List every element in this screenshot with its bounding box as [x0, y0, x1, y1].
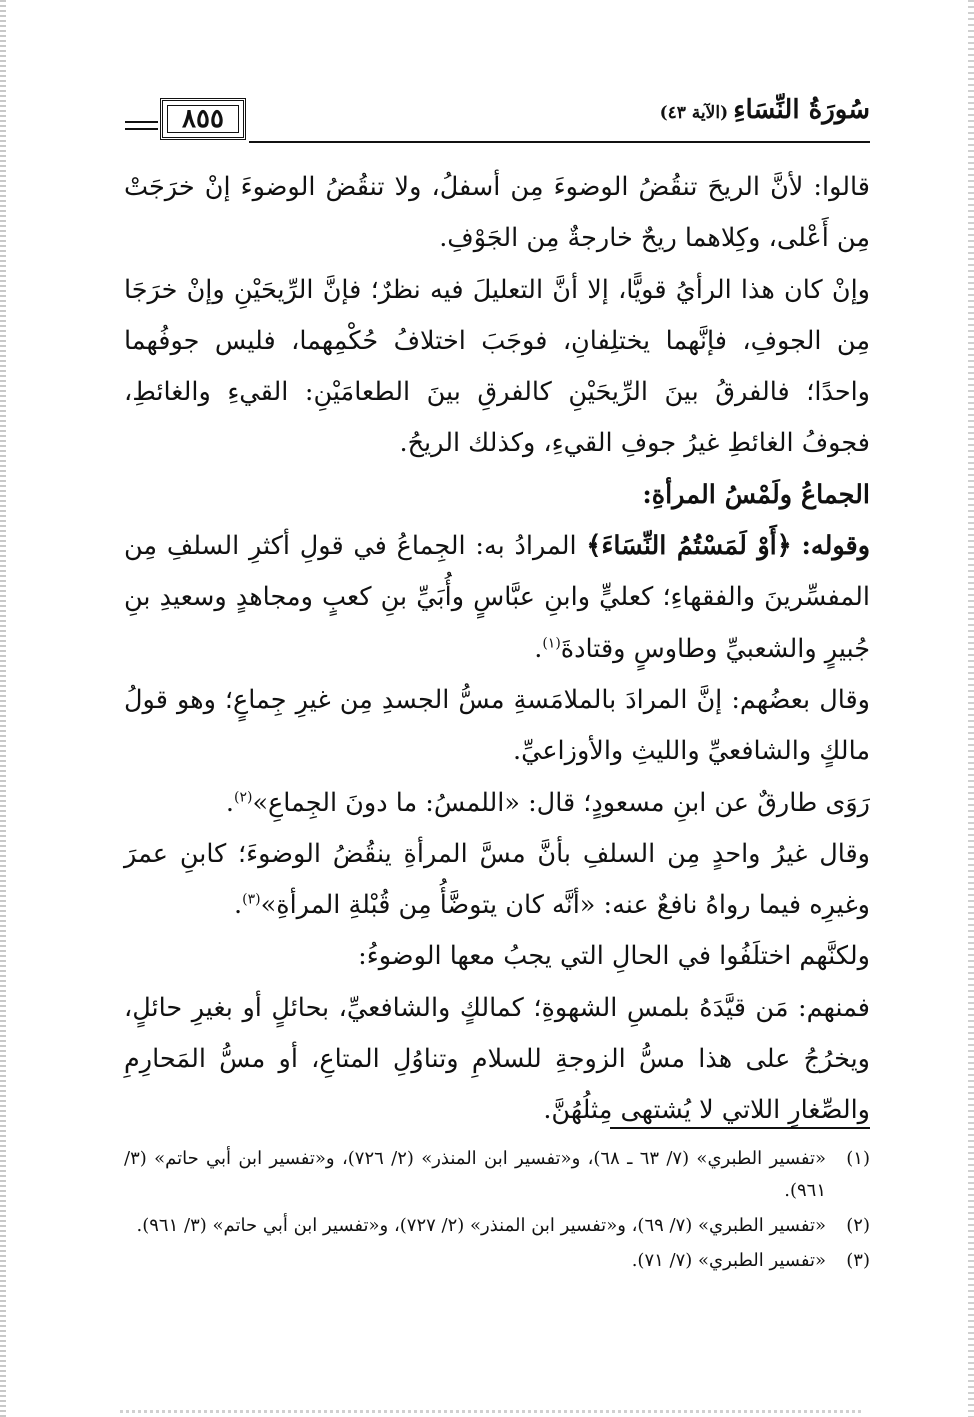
section-heading: الجماعُ ولَمْسُ المرأةِ: — [642, 479, 870, 510]
page-number-box — [160, 98, 246, 140]
footnote-ref: (١) — [542, 635, 561, 652]
paragraph: قالوا: لأنَّ الريحَ تنقُضُ الوضوءَ مِن أسفلُ، ولا تنقُضُ الوضوءَ إنْ خرَجَتْ مِن أَعْلى، وكِلاهما ريحٌ خارجةٌ مِن الجَوْفِ. — [124, 172, 870, 254]
ayah-label: (الآية ٤٣) — [659, 103, 729, 123]
footnote-text: «تفسير الطبري» (٧/ ٦٩)، و«تفسير ابن المنذر» (٢/ ٧٢٧)، و«تفسير ابن أبي حاتم» (٣/ ٩٦١). — [136, 1215, 826, 1236]
footnote-number: (٢) — [846, 1215, 870, 1236]
running-title — [660, 95, 870, 125]
narration-text: رَوَى طارقٌ عن ابنِ مسعودٍ؛ قال: «اللمسُ: ما دونَ الجِماعِ» — [252, 787, 870, 818]
scan-edge-right — [968, 0, 974, 1417]
paragraph: وإنْ كان هذا الرأيُ قويًّا، إلا أنَّ التعليلَ فيه نظرٌ؛ فإنَّ الرِّيحَيْنِ وإنْ خرَجَا مِن الجوفِ، فإنَّهما يختلِفانِ، فوجَبَ اختلافُ حُكْمِهما، فليس جوفُهما واحدًا؛ فالفرقُ بينَ الرِّيحَيْنِ كالفرقِ بينَ الطعامَيْنِ: القيءِ والغائطِ، فجوفُ الغائطِ غيرُ جوفِ القيءِ، وكذلك الريحُ. — [124, 274, 870, 459]
paragraph — [124, 829, 870, 932]
narration-text: وقال غيرُ واحدٍ مِن السلفِ بأنَّ مسَّ المرأةِ ينقُضُ الوضوءَ؛ كابنِ عمرَ وغيرِه فيما رواهُ نافعٌ عنه: «أنَّه كان يتوضَّأُ مِن قُبْلةِ المرأةِ» — [124, 838, 870, 921]
sentence-end: . — [225, 787, 234, 818]
header-rule-left — [125, 121, 158, 123]
footnote-text: «تفسير الطبري» (٧/ ٧١). — [631, 1250, 826, 1271]
paragraph: ولكنَّهم اختلَفُوا في الحالِ التي يجبُ معها الوضوءُ: — [358, 941, 870, 972]
footnote-number: (٣) — [846, 1250, 870, 1271]
page-header — [125, 95, 870, 149]
footnote — [124, 1245, 870, 1277]
verse-paragraph — [124, 521, 870, 675]
verse-lead: وقوله: — [801, 531, 871, 562]
page-number: ٨٥٥ — [182, 104, 224, 134]
footnote — [124, 1210, 870, 1242]
surah-title: سُورَةُ النِّسَاءِ — [733, 95, 870, 125]
paragraph: وقال بعضُهم: إنَّ المرادَ بالملامَسةِ مسُّ الجسدِ مِن غيرِ جِماعٍ؛ وهو قولُ مالكٍ والشافعيِّ والليثِ والأوزاعيِّ. — [124, 684, 870, 767]
paragraph: فمنهم: مَن قيَّدَهُ بلمسِ الشهوةِ؛ كمالكٍ والشافعيِّ، بحائلٍ أو بغيرِ حائلٍ، ويخرُجُ على هذا مسُّ الزوجةِ للسلامِ وتناوُلِ المتاعِ، أو مسُّ المَحارِمِ والصِّغارِ اللاتي لا يُشتهى مِثلُهُنَّ. — [124, 992, 870, 1126]
footnote-number: (١) — [846, 1148, 870, 1169]
quran-quote: ﴿أَوْ لَمَسْتُمُ النِّسَاءَ﴾ — [586, 531, 792, 562]
footnotes — [124, 1143, 870, 1280]
scan-edge-bottom — [120, 1410, 864, 1413]
footnote-divider — [610, 1127, 870, 1129]
header-rule-left-2 — [125, 128, 158, 130]
footnote-text: «تفسير الطبري» (٧/ ٦٣ ـ ٦٨)، و«تفسير ابن المنذر» (٢/ ٧٢٦)، و«تفسير ابن أبي حاتم» (٣/ ٩٦١). — [124, 1148, 827, 1201]
sentence-end: . — [534, 633, 543, 664]
verse-explanation: المرادُ به: الجِماعُ في قولِ أكثرِ السلفِ مِن المفسِّرينَ والفقهاءِ؛ كعليٍّ وابنِ عبَّاسٍ وأُبَيِّ بنِ كعبٍ ومجاهدٍ وسعيدِ بنِ جُبيرٍ والشعبيِّ وطاوسٍ وقتادةَ — [124, 531, 870, 664]
header-rule — [249, 141, 870, 143]
footnote-ref: (٢) — [233, 789, 253, 806]
footnote-ref: (٣) — [242, 891, 261, 908]
scan-edge-left — [0, 0, 6, 1417]
paragraph — [124, 778, 870, 829]
sentence-end: . — [234, 890, 243, 921]
main-text — [124, 162, 870, 1137]
footnote — [124, 1143, 870, 1207]
